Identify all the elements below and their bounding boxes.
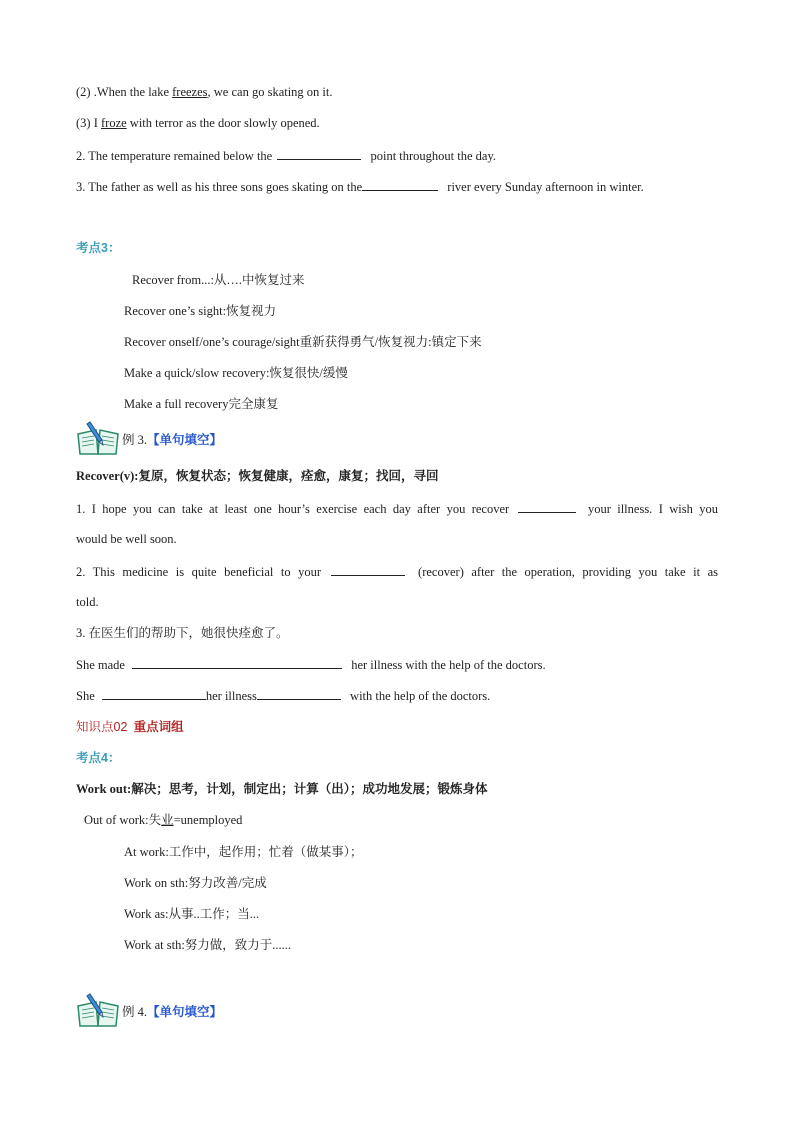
example-3-heading <box>122 432 222 448</box>
work-out-definition: Work out:解决；思考，计划，制定出；计算（出）；成功地发展；锻炼身体 <box>76 782 488 796</box>
ex3-question-2-cont: told. <box>76 595 99 609</box>
text: her illness <box>205 689 257 703</box>
knowledge-title: 重点词组 <box>133 720 184 734</box>
text: with terror as the door slowly opened. <box>126 116 320 130</box>
text: 1. I hope you can take at least one hour’s exercise each day after you recover <box>76 502 516 516</box>
phrase-item: Work on sth:努力改善/完成 <box>124 876 267 890</box>
phrase-item: Recover onself/one’s courage/sight重新获得勇气/恢复视力:镇定下来 <box>124 335 482 349</box>
text: She made <box>76 658 129 672</box>
text: Out of work:失 <box>84 813 162 827</box>
text: 2. This medicine is quite beneficial to your <box>76 565 329 579</box>
text: (3) I <box>76 116 101 130</box>
answer-blank[interactable] <box>362 178 438 191</box>
phrase-item: Make a full recovery完全康复 <box>124 397 279 411</box>
phrase-item <box>84 812 242 828</box>
text: , we can go skating on it. <box>207 85 333 99</box>
ex3-question-1-cont: would be well soon. <box>76 532 177 546</box>
sentence-2 <box>76 84 333 100</box>
phrase-item: At work:工作中，起作用；忙着（做某事）； <box>124 845 363 859</box>
text: point throughout the day. <box>367 149 497 163</box>
example-tag: 【单句填空】 <box>147 433 223 447</box>
text: She <box>76 689 98 703</box>
kaodian-3-title: 考点3： <box>76 241 121 255</box>
phrase-item: Recover from...:从….中恢复过来 <box>132 273 305 287</box>
book-pencil-icon <box>76 420 120 456</box>
answer-blank[interactable] <box>277 147 361 160</box>
book-pencil-icon <box>76 992 120 1028</box>
example-number: 例 4. <box>122 1005 148 1019</box>
text: her illness with the help of the doctors. <box>348 658 546 672</box>
ex3-question-3: 3. 在医生们的帮助下，她很快痊愈了。 <box>76 626 289 640</box>
underlined-word: freezes <box>172 85 208 99</box>
question-3 <box>76 178 644 195</box>
phrase-item: Recover one’s sight:恢复视力 <box>124 304 277 318</box>
answer-blank[interactable] <box>102 687 206 700</box>
question-2 <box>76 147 496 164</box>
phrase-item: Work at sth:努力做，致力于...... <box>124 938 292 952</box>
text: (recover) after the operation, providing you take it as <box>410 565 718 579</box>
underlined-word: 业 <box>161 813 174 827</box>
text: 3. The father as well as his three sons goes skating on the <box>76 180 363 194</box>
text: (2) .When the lake <box>76 85 173 99</box>
knowledge-point-02 <box>76 719 184 735</box>
ex3-question-3a <box>76 656 546 673</box>
text: your illness. I wish you <box>581 502 718 516</box>
answer-blank[interactable] <box>331 563 405 576</box>
answer-blank[interactable] <box>518 500 576 513</box>
sentence-3 <box>76 115 320 131</box>
recover-definition: Recover(v):复原，恢复状态；恢复健康，痊愈，康复；找回，寻回 <box>76 469 439 483</box>
answer-blank[interactable] <box>132 656 342 669</box>
text: with the help of the doctors. <box>346 689 491 703</box>
text: river every Sunday afternoon in winter. <box>444 180 644 194</box>
example-tag: 【单句填空】 <box>147 1005 223 1019</box>
phrase-item: Work as:从事..工作；当... <box>124 907 260 921</box>
text: =unemployed <box>173 813 243 827</box>
underlined-word: froze <box>101 116 127 130</box>
ex3-question-2 <box>76 563 718 580</box>
kaodian-4-title: 考点4： <box>76 751 121 765</box>
example-4-heading <box>122 1004 222 1020</box>
example-number: 例 3. <box>122 433 148 447</box>
phrase-item: Make a quick/slow recovery:恢复很快/缓慢 <box>124 366 348 380</box>
text: 2. The temperature remained below the <box>76 149 276 163</box>
answer-blank[interactable] <box>257 687 341 700</box>
knowledge-label: 知识点02 <box>76 720 128 734</box>
ex3-question-1 <box>76 500 718 517</box>
ex3-question-3b <box>76 687 490 704</box>
